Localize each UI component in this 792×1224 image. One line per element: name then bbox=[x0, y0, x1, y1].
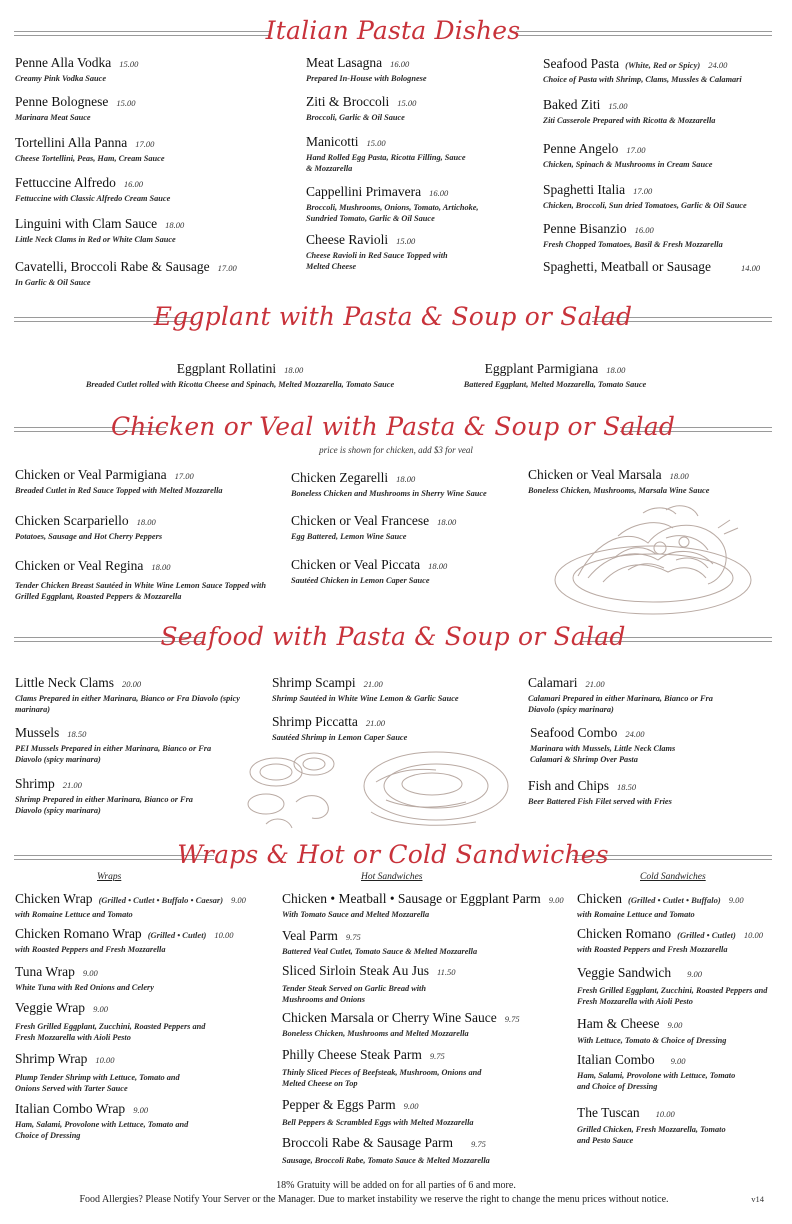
item-price: 18.00 bbox=[437, 517, 457, 527]
menu-item bbox=[282, 1046, 487, 1089]
item-name: Veggie Wrap bbox=[15, 1000, 86, 1015]
item-description: Boneless Chicken, Mushrooms, Marsala Wine Sauce bbox=[528, 486, 710, 495]
item-description: Hand Rolled Egg Pasta, Ricotta Filling, Sauce & Mozzarella bbox=[306, 153, 466, 173]
item-price: 17.00 bbox=[633, 186, 653, 196]
item-price: 15.00 bbox=[116, 98, 136, 108]
menu-item bbox=[577, 890, 782, 920]
menu-item bbox=[577, 964, 782, 1007]
item-option: (Grilled • Cutlet) bbox=[677, 930, 736, 940]
item-description: Little Neck Clams in Red or White Clam Sauce bbox=[15, 235, 176, 244]
menu-item bbox=[543, 220, 778, 250]
item-description: Battered Veal Cutlet, Tomato Sauce & Melted Mozzarella bbox=[282, 947, 478, 956]
menu-item bbox=[15, 258, 275, 288]
item-price: 9.00 bbox=[133, 1105, 149, 1115]
item-price: 9.75 bbox=[470, 1139, 486, 1149]
item-name: Spaghetti, Meatball or Sausage bbox=[543, 259, 711, 274]
section-header-eggplant bbox=[14, 300, 772, 340]
item-description: Plump Tender Shrimp with Lettuce, Tomato and Onions Served with Tarter Sauce bbox=[15, 1073, 180, 1093]
item-price: 17.00 bbox=[626, 145, 646, 155]
item-name: Italian Combo bbox=[577, 1052, 655, 1067]
column-header-wraps: Wraps bbox=[97, 872, 122, 882]
item-description: Boneless Chicken, Mushrooms and Melted Mozzarella bbox=[282, 1029, 469, 1038]
menu-item bbox=[306, 183, 496, 224]
menu-item bbox=[15, 557, 270, 602]
item-description: Ziti Casserole Prepared with Ricotta & Mozzarella bbox=[543, 116, 716, 125]
item-description: Ham, Salami, Provolone with Lettuce, Tomato and Choice of Dressing bbox=[577, 1071, 736, 1091]
item-description: Boneless Chicken and Mushrooms in Sherry Wine Sauce bbox=[291, 489, 487, 498]
menu-item bbox=[15, 674, 255, 715]
item-description: Creamy Pink Vodka Sauce bbox=[15, 74, 107, 83]
item-description: Broccoli, Mushrooms, Onions, Tomato, Artichoke, Sundried Tomato, Garlic & Oil Sauce bbox=[306, 203, 479, 223]
item-price: 9.00 bbox=[667, 1020, 683, 1030]
menu-item bbox=[15, 512, 285, 542]
item-name: Chicken or Veal Piccata bbox=[291, 557, 421, 572]
item-description: Breaded Cutlet rolled with Ricotta Cheese and Spinach, Melted Mozzarella, Tomato Sauce bbox=[85, 380, 395, 389]
item-name: Penne Bolognese bbox=[15, 94, 109, 109]
item-name: Shrimp Piccatta bbox=[272, 714, 358, 729]
item-description: Marinara Meat Sauce bbox=[15, 113, 91, 122]
item-description: Tender Chicken Breast Sautéed in White Wine Lemon Sauce Topped with Grilled Eggplant, Roasted Peppers & Mozzarella bbox=[15, 581, 266, 601]
item-price: 18.00 bbox=[136, 517, 156, 527]
item-name: Tortellini Alla Panna bbox=[15, 135, 128, 150]
item-description: Cheese Tortellini, Peas, Ham, Cream Sauce bbox=[15, 154, 165, 163]
item-name: Chicken bbox=[577, 891, 622, 906]
pasta-plate-illustration bbox=[548, 498, 758, 623]
menu-item bbox=[543, 96, 778, 126]
item-price: 15.00 bbox=[396, 236, 416, 246]
item-price: 21.00 bbox=[363, 679, 383, 689]
item-price: 9.00 bbox=[670, 1056, 686, 1066]
item-name: Chicken or Veal Regina bbox=[15, 558, 144, 573]
item-description: White Tuna with Red Onions and Celery bbox=[15, 983, 154, 992]
menu-item bbox=[282, 1009, 532, 1039]
menu-item bbox=[272, 674, 502, 704]
item-description: Bell Peppers & Scrambled Eggs with Melted Mozzarella bbox=[282, 1118, 474, 1127]
item-name: Sliced Sirloin Steak Au Jus bbox=[282, 963, 430, 978]
item-price: 9.75 bbox=[504, 1014, 520, 1024]
menu-item bbox=[577, 1104, 727, 1146]
item-price: 10.00 bbox=[95, 1055, 115, 1065]
menu-item bbox=[15, 466, 285, 496]
menu-item bbox=[15, 1100, 205, 1141]
item-name: Mussels bbox=[15, 725, 60, 740]
item-price: 10.00 bbox=[655, 1109, 675, 1119]
item-price: 9.75 bbox=[429, 1051, 445, 1061]
item-name: Linguini with Clam Sauce bbox=[15, 216, 158, 231]
item-description: with Roasted Peppers and Fresh Mozzarella bbox=[577, 945, 728, 954]
item-description: Choice of Pasta with Shrimp, Clams, Mussles & Calamari bbox=[543, 75, 742, 84]
item-price: 18.00 bbox=[165, 220, 185, 230]
item-price: 17.00 bbox=[174, 471, 194, 481]
seafood-illustration bbox=[236, 742, 516, 838]
item-price: 18.00 bbox=[284, 365, 304, 375]
allergy-notice: Food Allergies? Please Notify Your Server or the Manager. Due to market instability we reserve the right to change the menu prices without notice. bbox=[79, 1194, 669, 1205]
menu-item bbox=[291, 469, 521, 499]
item-option: (Grilled • Cutlet) bbox=[147, 930, 207, 940]
menu-item bbox=[282, 890, 572, 920]
item-name: Chicken Scarpariello bbox=[15, 513, 129, 528]
item-price: 18.50 bbox=[617, 782, 637, 792]
item-description: With Tomato Sauce and Melted Mozzarella bbox=[282, 910, 430, 919]
item-name: The Tuscan bbox=[577, 1105, 640, 1120]
item-name: Chicken • Meatball • Sausage or Eggplant Parm bbox=[282, 891, 541, 906]
item-description: Marinara with Mussels, Little Neck Clams Calamari & Shrimp Over Pasta bbox=[530, 744, 676, 764]
section-title: Italian Pasta Dishes bbox=[265, 16, 521, 45]
item-description: Fresh Grilled Eggplant, Zucchini, Roasted Peppers and Fresh Mozzarella with Aioli Pesto bbox=[577, 986, 768, 1006]
item-price: 17.00 bbox=[135, 139, 155, 149]
item-name: Baked Ziti bbox=[543, 97, 601, 112]
item-description: Prepared In-House with Bolognese bbox=[306, 74, 427, 83]
item-name: Meat Lasagna bbox=[306, 55, 383, 70]
item-price: 9.00 bbox=[403, 1101, 419, 1111]
item-name: Eggplant Parmigiana bbox=[484, 361, 599, 376]
menu-item bbox=[528, 466, 778, 496]
item-name: Tuna Wrap bbox=[15, 964, 75, 979]
item-name: Veggie Sandwich bbox=[577, 965, 672, 980]
item-description: With Lettuce, Tomato & Choice of Dressing bbox=[577, 1036, 727, 1045]
item-description: In Garlic & Oil Sauce bbox=[15, 278, 91, 287]
version-label: v14 bbox=[751, 1194, 764, 1204]
item-name: Ham & Cheese bbox=[577, 1016, 660, 1031]
menu-item bbox=[282, 1134, 532, 1166]
item-description: Fresh Chopped Tomatoes, Basil & Fresh Mozzarella bbox=[543, 240, 723, 249]
item-name: Little Neck Clams bbox=[15, 675, 114, 690]
column-header-hot: Hot Sandwiches bbox=[361, 872, 423, 882]
item-description: with Roasted Peppers and Fresh Mozzarella bbox=[15, 945, 166, 954]
menu-item bbox=[15, 1050, 195, 1094]
item-name: Chicken Romano Wrap bbox=[15, 926, 142, 941]
item-name: Chicken or Veal Francese bbox=[291, 513, 430, 528]
menu-item bbox=[272, 713, 502, 743]
item-description: Potatoes, Sausage and Hot Cherry Peppers bbox=[15, 532, 163, 541]
item-description: Grilled Chicken, Fresh Mozzarella, Tomato and Pesto Sauce bbox=[577, 1125, 726, 1145]
item-description: Cheese Ravioli in Red Sauce Topped with Melted Cheese bbox=[306, 251, 448, 271]
item-description: Broccoli, Garlic & Oil Sauce bbox=[306, 113, 405, 122]
item-name: Cavatelli, Broccoli Rabe & Sausage bbox=[15, 259, 210, 274]
item-price: 15.00 bbox=[397, 98, 417, 108]
item-name: Ziti & Broccoli bbox=[306, 94, 390, 109]
menu-item bbox=[282, 1096, 532, 1128]
menu-item bbox=[40, 360, 440, 390]
item-price: 9.00 bbox=[93, 1004, 108, 1014]
item-name: Shrimp Scampi bbox=[272, 675, 356, 690]
item-name: Penne Bisanzio bbox=[543, 221, 627, 236]
section-header-pasta bbox=[14, 14, 772, 54]
item-description: Sautéed Chicken in Lemon Caper Sauce bbox=[291, 576, 430, 585]
item-name: Fish and Chips bbox=[528, 778, 610, 793]
item-name: Penne Angelo bbox=[543, 141, 619, 156]
item-name: Cheese Ravioli bbox=[306, 232, 389, 247]
section-title: Chicken or Veal with Pasta & Soup or Salad bbox=[110, 412, 676, 441]
item-description: Shrimp Sautéed in White Wine Lemon & Garlic Sauce bbox=[272, 694, 459, 703]
menu-item bbox=[306, 133, 471, 174]
section-title: Wraps & Hot or Cold Sandwiches bbox=[177, 840, 609, 869]
item-description: Sautéed Shrimp in Lemon Caper Sauce bbox=[272, 733, 408, 742]
item-description: Tender Steak Served on Garlic Bread with Mushrooms and Onions bbox=[282, 984, 426, 1004]
menu-item bbox=[306, 54, 526, 84]
menu-item bbox=[543, 55, 778, 85]
section-header-chicken bbox=[14, 410, 772, 450]
menu-item bbox=[528, 674, 728, 715]
item-price: 16.00 bbox=[429, 188, 449, 198]
item-price: 15.00 bbox=[119, 59, 139, 69]
menu-item bbox=[282, 927, 532, 957]
menu-item bbox=[577, 925, 782, 955]
menu-item bbox=[15, 93, 265, 123]
item-price: 10.00 bbox=[743, 930, 763, 940]
item-price: 16.00 bbox=[634, 225, 654, 235]
item-price: 9.00 bbox=[548, 895, 564, 905]
item-price: 21.00 bbox=[62, 780, 82, 790]
item-name: Chicken or Veal Parmigiana bbox=[15, 467, 167, 482]
item-description: Ham, Salami, Provolone with Lettuce, Tomato and Choice of Dressing bbox=[15, 1120, 189, 1140]
item-price: 9.00 bbox=[82, 968, 98, 978]
item-description: with Romaine Lettuce and Tomato bbox=[15, 910, 133, 919]
menu-item bbox=[282, 962, 462, 1005]
item-price: 9.75 bbox=[345, 932, 361, 942]
section-title: Seafood with Pasta & Soup or Salad bbox=[160, 622, 626, 651]
item-name: Fettuccine Alfredo bbox=[15, 175, 116, 190]
menu-item bbox=[543, 258, 778, 276]
menu-item bbox=[15, 724, 220, 765]
item-description: Egg Battered, Lemon Wine Sauce bbox=[291, 532, 407, 541]
item-price: 15.00 bbox=[608, 101, 628, 111]
item-name: Seafood Pasta bbox=[543, 56, 620, 71]
item-price: 24.00 bbox=[625, 729, 645, 739]
column-header-cold: Cold Sandwiches bbox=[640, 872, 706, 882]
item-description: Sausage, Broccoli Rabe, Tomato Sauce & Melted Mozzarella bbox=[282, 1156, 490, 1165]
item-option: (White, Red or Spicy) bbox=[625, 60, 701, 70]
item-price: 18.00 bbox=[606, 365, 626, 375]
item-name: Veal Parm bbox=[282, 928, 338, 943]
section-title: Eggplant with Pasta & Soup or Salad bbox=[153, 302, 633, 331]
menu-item bbox=[291, 512, 521, 542]
item-price: 18.00 bbox=[396, 474, 416, 484]
menu-item bbox=[577, 1051, 742, 1092]
item-price: 9.00 bbox=[687, 969, 702, 979]
item-price: 14.00 bbox=[740, 263, 761, 273]
item-name: Spaghetti Italia bbox=[543, 182, 626, 197]
item-name: Broccoli Rabe & Sausage Parm bbox=[282, 1135, 453, 1150]
menu-item bbox=[425, 360, 685, 390]
item-option: (Grilled • Cutlet • Buffalo • Caesar) bbox=[98, 895, 224, 905]
item-name: Chicken Marsala or Cherry Wine Sauce bbox=[282, 1010, 497, 1025]
item-price: 18.00 bbox=[669, 471, 689, 481]
item-price: 18.50 bbox=[67, 729, 87, 739]
item-name: Pepper & Eggs Parm bbox=[282, 1097, 396, 1112]
item-option: (Grilled • Cutlet • Buffalo) bbox=[628, 895, 721, 905]
item-description: Battered Eggplant, Melted Mozzarella, Tomato Sauce bbox=[463, 380, 647, 389]
item-description: Chicken, Spinach & Mushrooms in Cream Sauce bbox=[543, 160, 713, 169]
menu-item bbox=[15, 925, 273, 955]
menu-item bbox=[15, 54, 265, 84]
menu-item bbox=[543, 140, 778, 170]
item-name: Eggplant Rollatini bbox=[176, 361, 277, 376]
section-note: price is shown for chicken, add $3 for veal bbox=[319, 445, 473, 455]
menu-item bbox=[543, 181, 778, 211]
menu-item bbox=[15, 963, 270, 993]
item-name: Chicken Zegarelli bbox=[291, 470, 389, 485]
item-price: 9.00 bbox=[231, 895, 246, 905]
item-description: Thinly Sliced Pieces of Beefsteak, Mushroom, Onions and Melted Cheese on Top bbox=[282, 1068, 482, 1088]
menu-item bbox=[306, 231, 456, 272]
menu-item bbox=[15, 134, 265, 164]
item-name: Shrimp bbox=[15, 776, 55, 791]
item-name: Cappellini Primavera bbox=[306, 184, 422, 199]
item-name: Penne Alla Vodka bbox=[15, 55, 112, 70]
item-name: Shrimp Wrap bbox=[15, 1051, 88, 1066]
item-name: Seafood Combo bbox=[530, 725, 618, 740]
item-description: Breaded Cutlet in Red Sauce Topped with Melted Mozzarella bbox=[15, 486, 223, 495]
section-header-seafood bbox=[14, 620, 772, 660]
item-name: Chicken Wrap bbox=[15, 891, 93, 906]
menu-item bbox=[15, 775, 200, 816]
item-name: Chicken or Veal Marsala bbox=[528, 467, 662, 482]
menu-item bbox=[15, 215, 265, 245]
menu-item bbox=[15, 890, 273, 920]
item-description: PEI Mussels Prepared in either Marinara, Bianco or Fra Diavolo (spicy marinara) bbox=[15, 744, 212, 764]
menu-item bbox=[306, 93, 526, 123]
menu-item bbox=[528, 777, 773, 807]
item-price: 15.00 bbox=[366, 138, 386, 148]
item-price: 16.00 bbox=[390, 59, 410, 69]
menu-item bbox=[530, 724, 705, 765]
item-price: 9.00 bbox=[728, 895, 744, 905]
item-description: Fettuccine with Classic Alfredo Cream Sauce bbox=[15, 194, 171, 203]
item-price: 18.00 bbox=[428, 561, 448, 571]
menu-item bbox=[15, 174, 265, 204]
item-price: 18.00 bbox=[151, 562, 171, 572]
item-price: 21.00 bbox=[585, 679, 605, 689]
item-name: Manicotti bbox=[306, 134, 359, 149]
item-name: Philly Cheese Steak Parm bbox=[282, 1047, 422, 1062]
item-name: Italian Combo Wrap bbox=[15, 1101, 126, 1116]
item-name: Calamari bbox=[528, 675, 578, 690]
item-price: 10.00 bbox=[214, 930, 234, 940]
item-name: Chicken Romano bbox=[577, 926, 672, 941]
item-description: Beer Battered Fish Filet served with Fries bbox=[528, 797, 672, 806]
menu-item bbox=[291, 556, 521, 586]
item-price: 20.00 bbox=[121, 679, 142, 689]
item-description: Fresh Grilled Eggplant, Zucchini, Roasted Peppers and Fresh Mozzarella with Aioli Pesto bbox=[15, 1022, 206, 1042]
menu-item bbox=[15, 999, 220, 1043]
item-price: 21.00 bbox=[365, 718, 385, 728]
item-price: 17.00 bbox=[217, 263, 237, 273]
item-price: 24.00 bbox=[708, 60, 728, 70]
item-description: Shrimp Prepared in either Marinara, Bianco or Fra Diavolo (spicy marinara) bbox=[15, 795, 193, 815]
item-price: 16.00 bbox=[123, 179, 143, 189]
item-description: Clams Prepared in either Marinara, Bianco or Fra Diavolo (spicy marinara) bbox=[15, 694, 240, 714]
item-description: Calamari Prepared in either Marinara, Bianco or Fra Diavolo (spicy marinara) bbox=[528, 694, 713, 714]
item-description: Chicken, Broccoli, Sun dried Tomatoes, Garlic & Oil Sauce bbox=[543, 201, 747, 210]
menu-item bbox=[577, 1015, 782, 1046]
item-price: 11.50 bbox=[437, 967, 456, 977]
gratuity-notice: 18% Gratuity will be added on for all parties of 6 and more. bbox=[276, 1180, 516, 1191]
item-description: with Romaine Lettuce and Tomato bbox=[577, 910, 695, 919]
